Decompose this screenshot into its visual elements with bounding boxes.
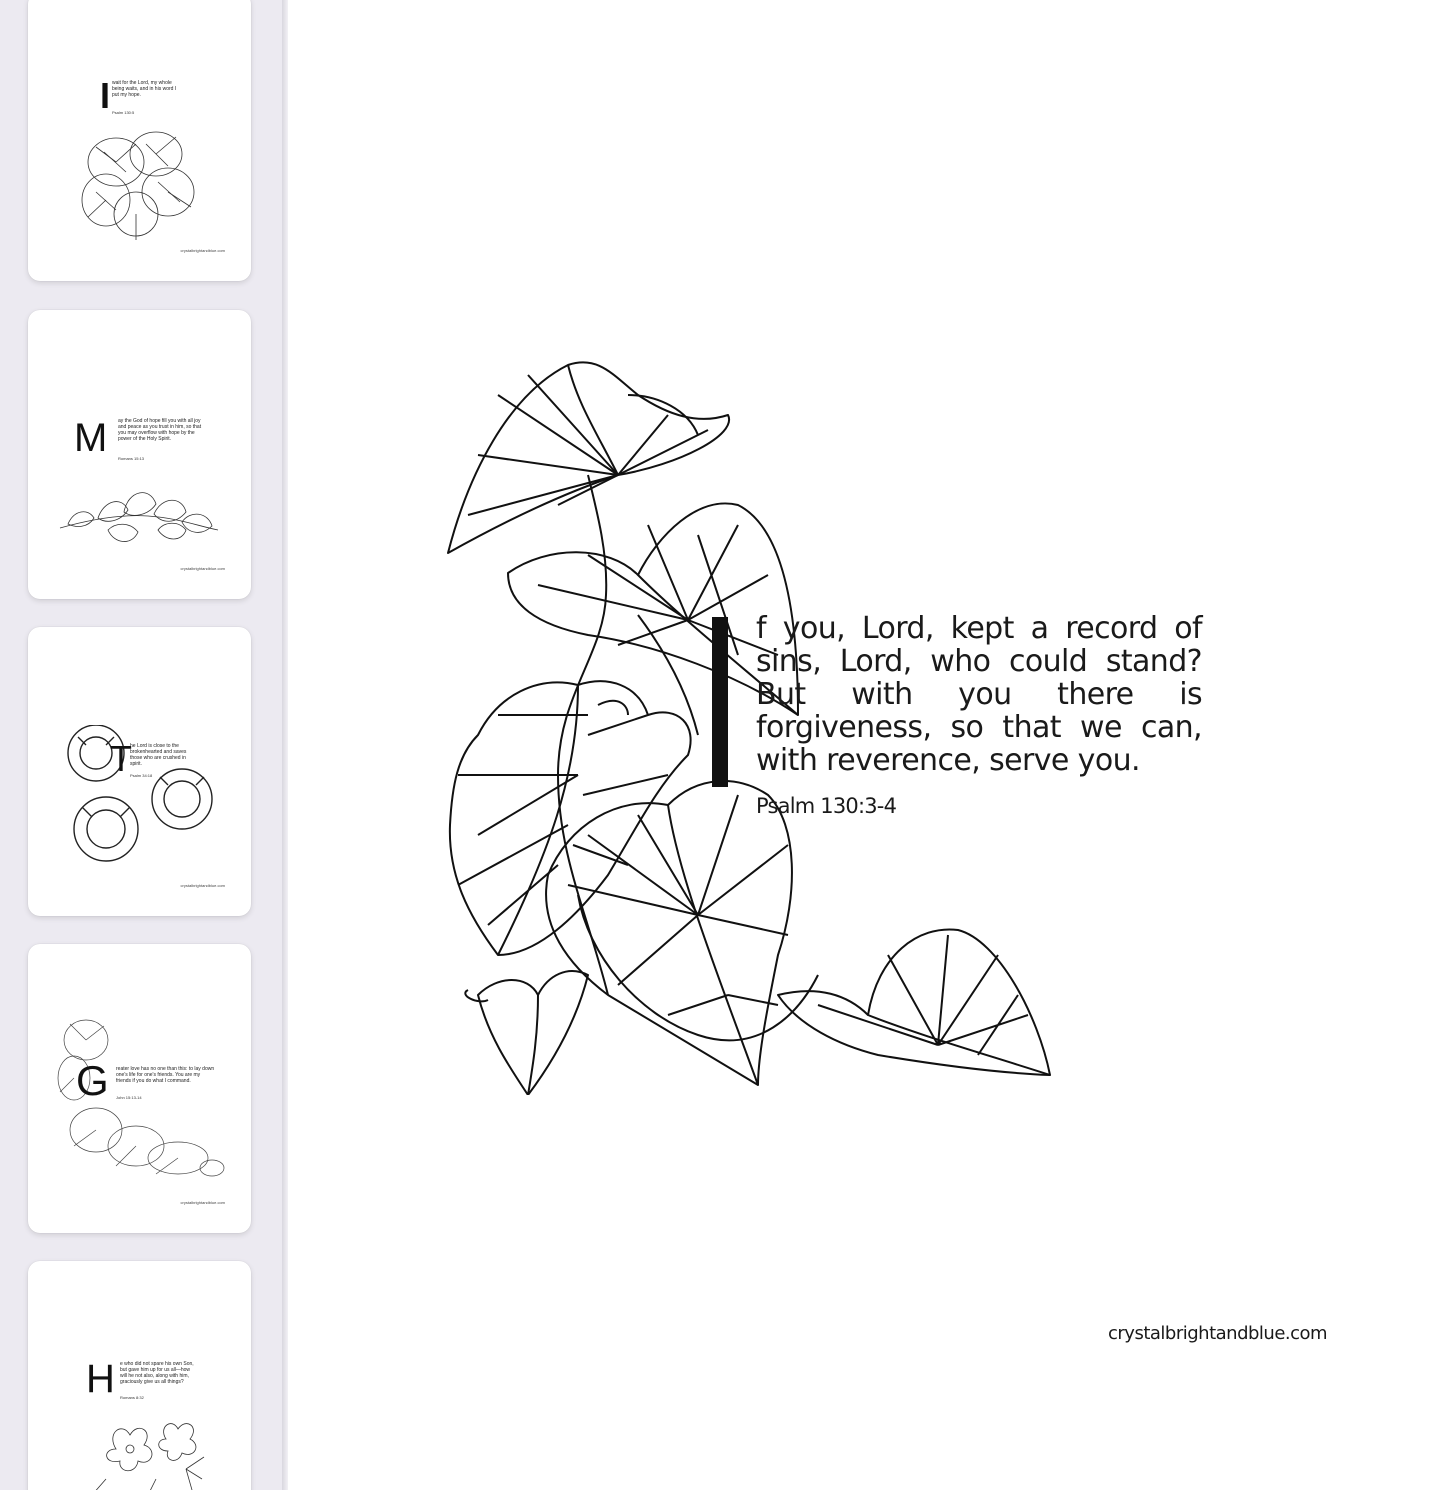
pothos-vine-icon: [58, 470, 220, 550]
thumbnail-verse: e who did not spare his own Son, but gave him up for us all—how will he not also, along with him, graciously give us all things?: [120, 1361, 194, 1385]
thumbnail-dropcap: G: [76, 1057, 109, 1104]
verse-dropcap: [712, 617, 728, 787]
thumbnail-site: crystalbrightandblue.com: [180, 883, 225, 888]
thumbnail-reference: John 15:13-14: [116, 1095, 142, 1100]
verse-text: f you, Lord, kept a record of sins, Lord, who could stand? But with you there is forgiveness, so that we can, with reverence, serve you.: [756, 611, 1202, 778]
thumbnail-dropcap: H: [86, 1357, 115, 1401]
page-thumbnail-1[interactable]: [28, 0, 251, 281]
thumbnail-site: crystalbrightandblue.com: [180, 566, 225, 571]
thumbnail-reference: Romans 15:13: [118, 456, 145, 461]
thumbnail-site: crystalbrightandblue.com: [180, 248, 225, 253]
monstera-leaves-icon: [76, 122, 200, 242]
thumbnail-dropcap: M: [74, 416, 108, 460]
page-thumbnail-3[interactable]: [28, 627, 251, 916]
page-thumbnail-5[interactable]: [28, 1261, 251, 1490]
thumbnail-verse: reater love has no one than this: to lay down one's life for one's friends. You are my friends if you do what I command.: [116, 1066, 215, 1084]
thumbnail-verse: he Lord is close to the brokenhearted and saves those who are crushed in spirit.: [130, 743, 187, 767]
page-thumbnail-4[interactable]: [28, 944, 251, 1233]
thumbnail-site: crystalbrightandblue.com: [180, 1200, 225, 1205]
thumbnail-reference: Psalm 130:5: [112, 110, 135, 115]
document-page: [288, 0, 1445, 1490]
thumbnail-reference: Romans 8:32: [120, 1395, 144, 1400]
thumbnail-verse: ay the God of hope fill you with all joy and peace as you trust in him, so that you may overflow with hope by the power of the Holy Spirit.: [118, 418, 202, 442]
verse-reference: Psalm 130:3-4: [756, 794, 897, 818]
page-thumbnail-2[interactable]: [28, 310, 251, 599]
thumbnail-verse: wait for the Lord, my whole being waits, and in his word I put my hope.: [112, 80, 177, 98]
thumbnail-reference: Psalm 34:18: [130, 773, 153, 778]
thumbnail-dropcap: T: [110, 738, 132, 779]
thumbnail-dropcap: I: [100, 75, 111, 116]
thumbnail-sidebar[interactable]: [0, 0, 282, 1490]
hibiscus-icon: [86, 1409, 206, 1490]
page-footer-site: crystalbrightandblue.com: [1108, 1323, 1328, 1344]
